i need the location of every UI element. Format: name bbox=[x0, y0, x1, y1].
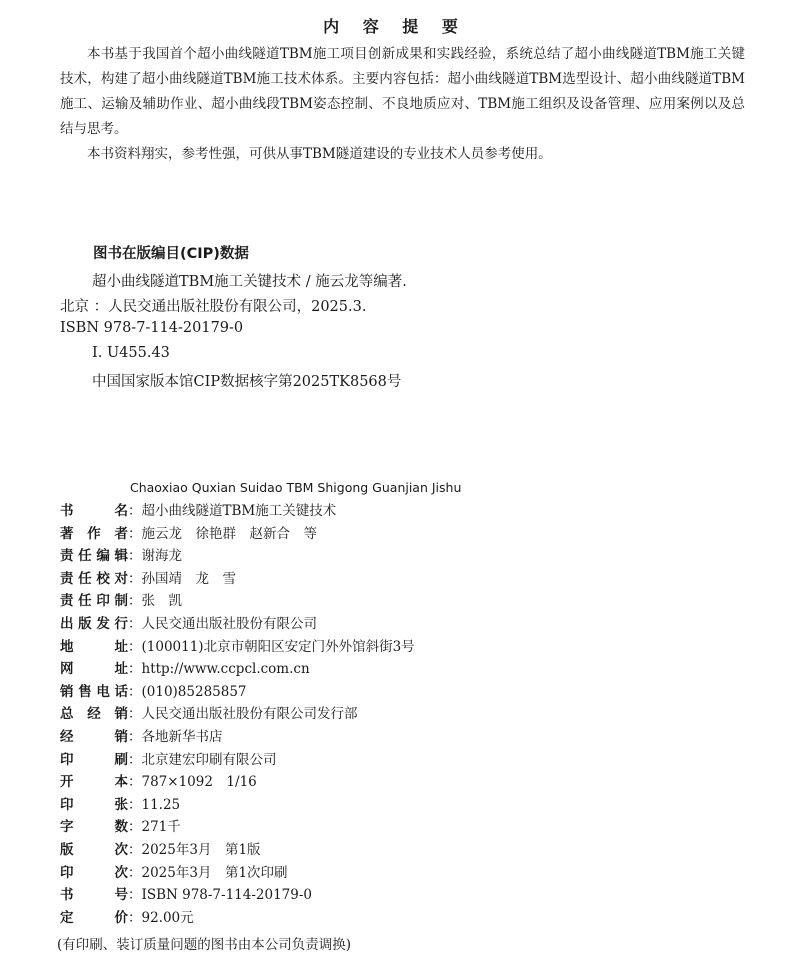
colophon-row bbox=[60, 568, 760, 591]
colophon-value: 谢海龙 bbox=[141, 548, 182, 565]
colophon-value: 北京建宏印刷有限公司 bbox=[141, 751, 277, 768]
quality-notice: (有印刷、装订质量问题的图书由本公司负责调换) bbox=[57, 937, 352, 953]
colophon-row bbox=[60, 839, 760, 862]
colophon-value: 2025年3月 第1版 bbox=[141, 841, 261, 858]
colophon-row bbox=[60, 749, 760, 772]
colophon-label: 版次 bbox=[60, 841, 128, 858]
colophon-value: http://www.ccpcl.com.cn bbox=[141, 661, 310, 678]
cip-heading: 图书在版编目(CIP)数据 bbox=[93, 246, 249, 262]
colophon-colon: ： bbox=[128, 615, 142, 632]
colophon-value: 张 凯 bbox=[141, 593, 182, 610]
cip-publisher-line: 北京 ：人民交通出版社股份有限公司，2025.3. bbox=[60, 299, 367, 315]
colophon-label: 责任编辑 bbox=[60, 548, 128, 565]
colophon-label: 定价 bbox=[60, 909, 128, 926]
colophon-colon: ： bbox=[128, 841, 142, 858]
colophon-colon: ： bbox=[128, 661, 142, 678]
colophon-colon: ： bbox=[128, 774, 142, 791]
colophon-value: 787×1092 1/16 bbox=[141, 774, 257, 791]
colophon-row bbox=[60, 658, 760, 681]
colophon-label: 销售电话 bbox=[60, 683, 128, 700]
colophon-value: 超小曲线隧道TBM施工关键技术 bbox=[141, 503, 337, 519]
colophon-row bbox=[60, 771, 760, 794]
colophon-value: 孙国靖 龙 雪 bbox=[141, 570, 236, 587]
colophon-row bbox=[60, 794, 760, 817]
colophon-colon: ： bbox=[128, 638, 142, 655]
colophon-row bbox=[60, 545, 760, 568]
colophon-label: 书名 bbox=[60, 503, 128, 519]
colophon-colon: ： bbox=[128, 751, 142, 768]
colophon-value: 人民交通出版社股份有限公司发行部 bbox=[141, 706, 358, 723]
colophon-row bbox=[60, 500, 760, 523]
colophon-row bbox=[60, 726, 760, 749]
colophon-colon: ： bbox=[128, 525, 142, 542]
colophon-value: 施云龙 徐艳群 赵新合 等 bbox=[141, 525, 317, 542]
colophon-label: 总经销 bbox=[60, 706, 128, 723]
colophon-value: (100011)北京市朝阳区安定门外外馆斜街3号 bbox=[141, 638, 415, 655]
colophon-row bbox=[60, 636, 760, 659]
colophon-label: 印次 bbox=[60, 864, 128, 881]
summary-paragraph-2: 本书资料翔实，参考性强，可供从事TBM隧道建设的专业技术人员参考使用。 bbox=[87, 146, 552, 162]
colophon-label: 字数 bbox=[60, 819, 128, 836]
colophon-row bbox=[60, 523, 760, 546]
colophon-colon: ： bbox=[128, 683, 142, 700]
colophon-value: 11.25 bbox=[141, 796, 181, 813]
colophon-label: 著作者 bbox=[60, 525, 128, 542]
colophon-row bbox=[60, 862, 760, 885]
pinyin-title: Chaoxiao Quxian Suidao TBM Shigong Guanjian Jishu bbox=[130, 480, 462, 495]
colophon-value: 人民交通出版社股份有限公司 bbox=[141, 615, 317, 632]
colophon-value: 2025年3月 第1次印刷 bbox=[141, 864, 288, 881]
colophon-row bbox=[60, 613, 760, 636]
colophon-label: 出版发行 bbox=[60, 615, 128, 632]
colophon-value: (010)85285857 bbox=[141, 683, 247, 700]
colophon-row bbox=[60, 590, 760, 613]
colophon-row bbox=[60, 907, 760, 930]
colophon-value: 271千 bbox=[141, 819, 181, 836]
colophon-row bbox=[60, 884, 760, 907]
colophon-colon: ： bbox=[128, 728, 142, 745]
colophon-label: 印刷 bbox=[60, 751, 128, 768]
cip-isbn-line: ISBN 978-7-114-20179-0 bbox=[60, 320, 244, 336]
colophon-label: 地址 bbox=[60, 638, 128, 655]
colophon-row bbox=[60, 681, 760, 704]
colophon-row bbox=[60, 703, 760, 726]
cip-number-line: 中国国家版本馆CIP数据核字第2025TK8568号 bbox=[92, 374, 402, 390]
colophon-label: 书号 bbox=[60, 887, 128, 904]
colophon-colon: ： bbox=[128, 909, 142, 926]
colophon-label: 经销 bbox=[60, 728, 128, 745]
colophon-label: 印张 bbox=[60, 796, 128, 813]
colophon-colon: ： bbox=[128, 887, 142, 904]
colophon-value: ISBN 978-7-114-20179-0 bbox=[141, 887, 313, 904]
colophon-value: 各地新华书店 bbox=[141, 728, 223, 745]
colophon-colon: ： bbox=[128, 864, 142, 881]
colophon-colon: ： bbox=[128, 706, 142, 723]
summary-paragraph-1: 本书基于我国首个超小曲线隧道TBM施工项目创新成果和实践经验，系统总结了超小曲线隧道TBM施工关键技术，构建了超小曲线隧道TBM施工技术体系。主要内容包括：超小曲线隧道TBM选型设计、超小曲线隧道TBM施工、运输及辅助作业、超小曲线段TBM姿态控制、不良地质应对、TBM施工组织及设备管理、应用案例以及总结与思考。 bbox=[60, 46, 745, 137]
colophon-colon: ： bbox=[128, 819, 142, 836]
colophon-value: 92.00元 bbox=[141, 909, 194, 926]
colophon-colon: ： bbox=[128, 503, 142, 519]
colophon-colon: ： bbox=[128, 796, 142, 813]
cip-class-line: Ⅰ. U455.43 bbox=[92, 345, 170, 361]
colophon-label: 责任印制 bbox=[60, 593, 128, 610]
colophon-colon: ： bbox=[128, 593, 142, 610]
colophon-colon: ： bbox=[128, 570, 142, 587]
colophon bbox=[60, 500, 760, 929]
colophon-label: 责任校对 bbox=[60, 570, 128, 587]
summary-title: 内 容 提 要 bbox=[323, 17, 467, 36]
colophon-label: 网址 bbox=[60, 661, 128, 678]
cip-title-line: 超小曲线隧道TBM施工关键技术 / 施云龙等编著. bbox=[92, 274, 407, 290]
colophon-label: 开本 bbox=[60, 774, 128, 791]
colophon-colon: ： bbox=[128, 548, 142, 565]
colophon-row bbox=[60, 816, 760, 839]
summary-body bbox=[60, 42, 745, 167]
